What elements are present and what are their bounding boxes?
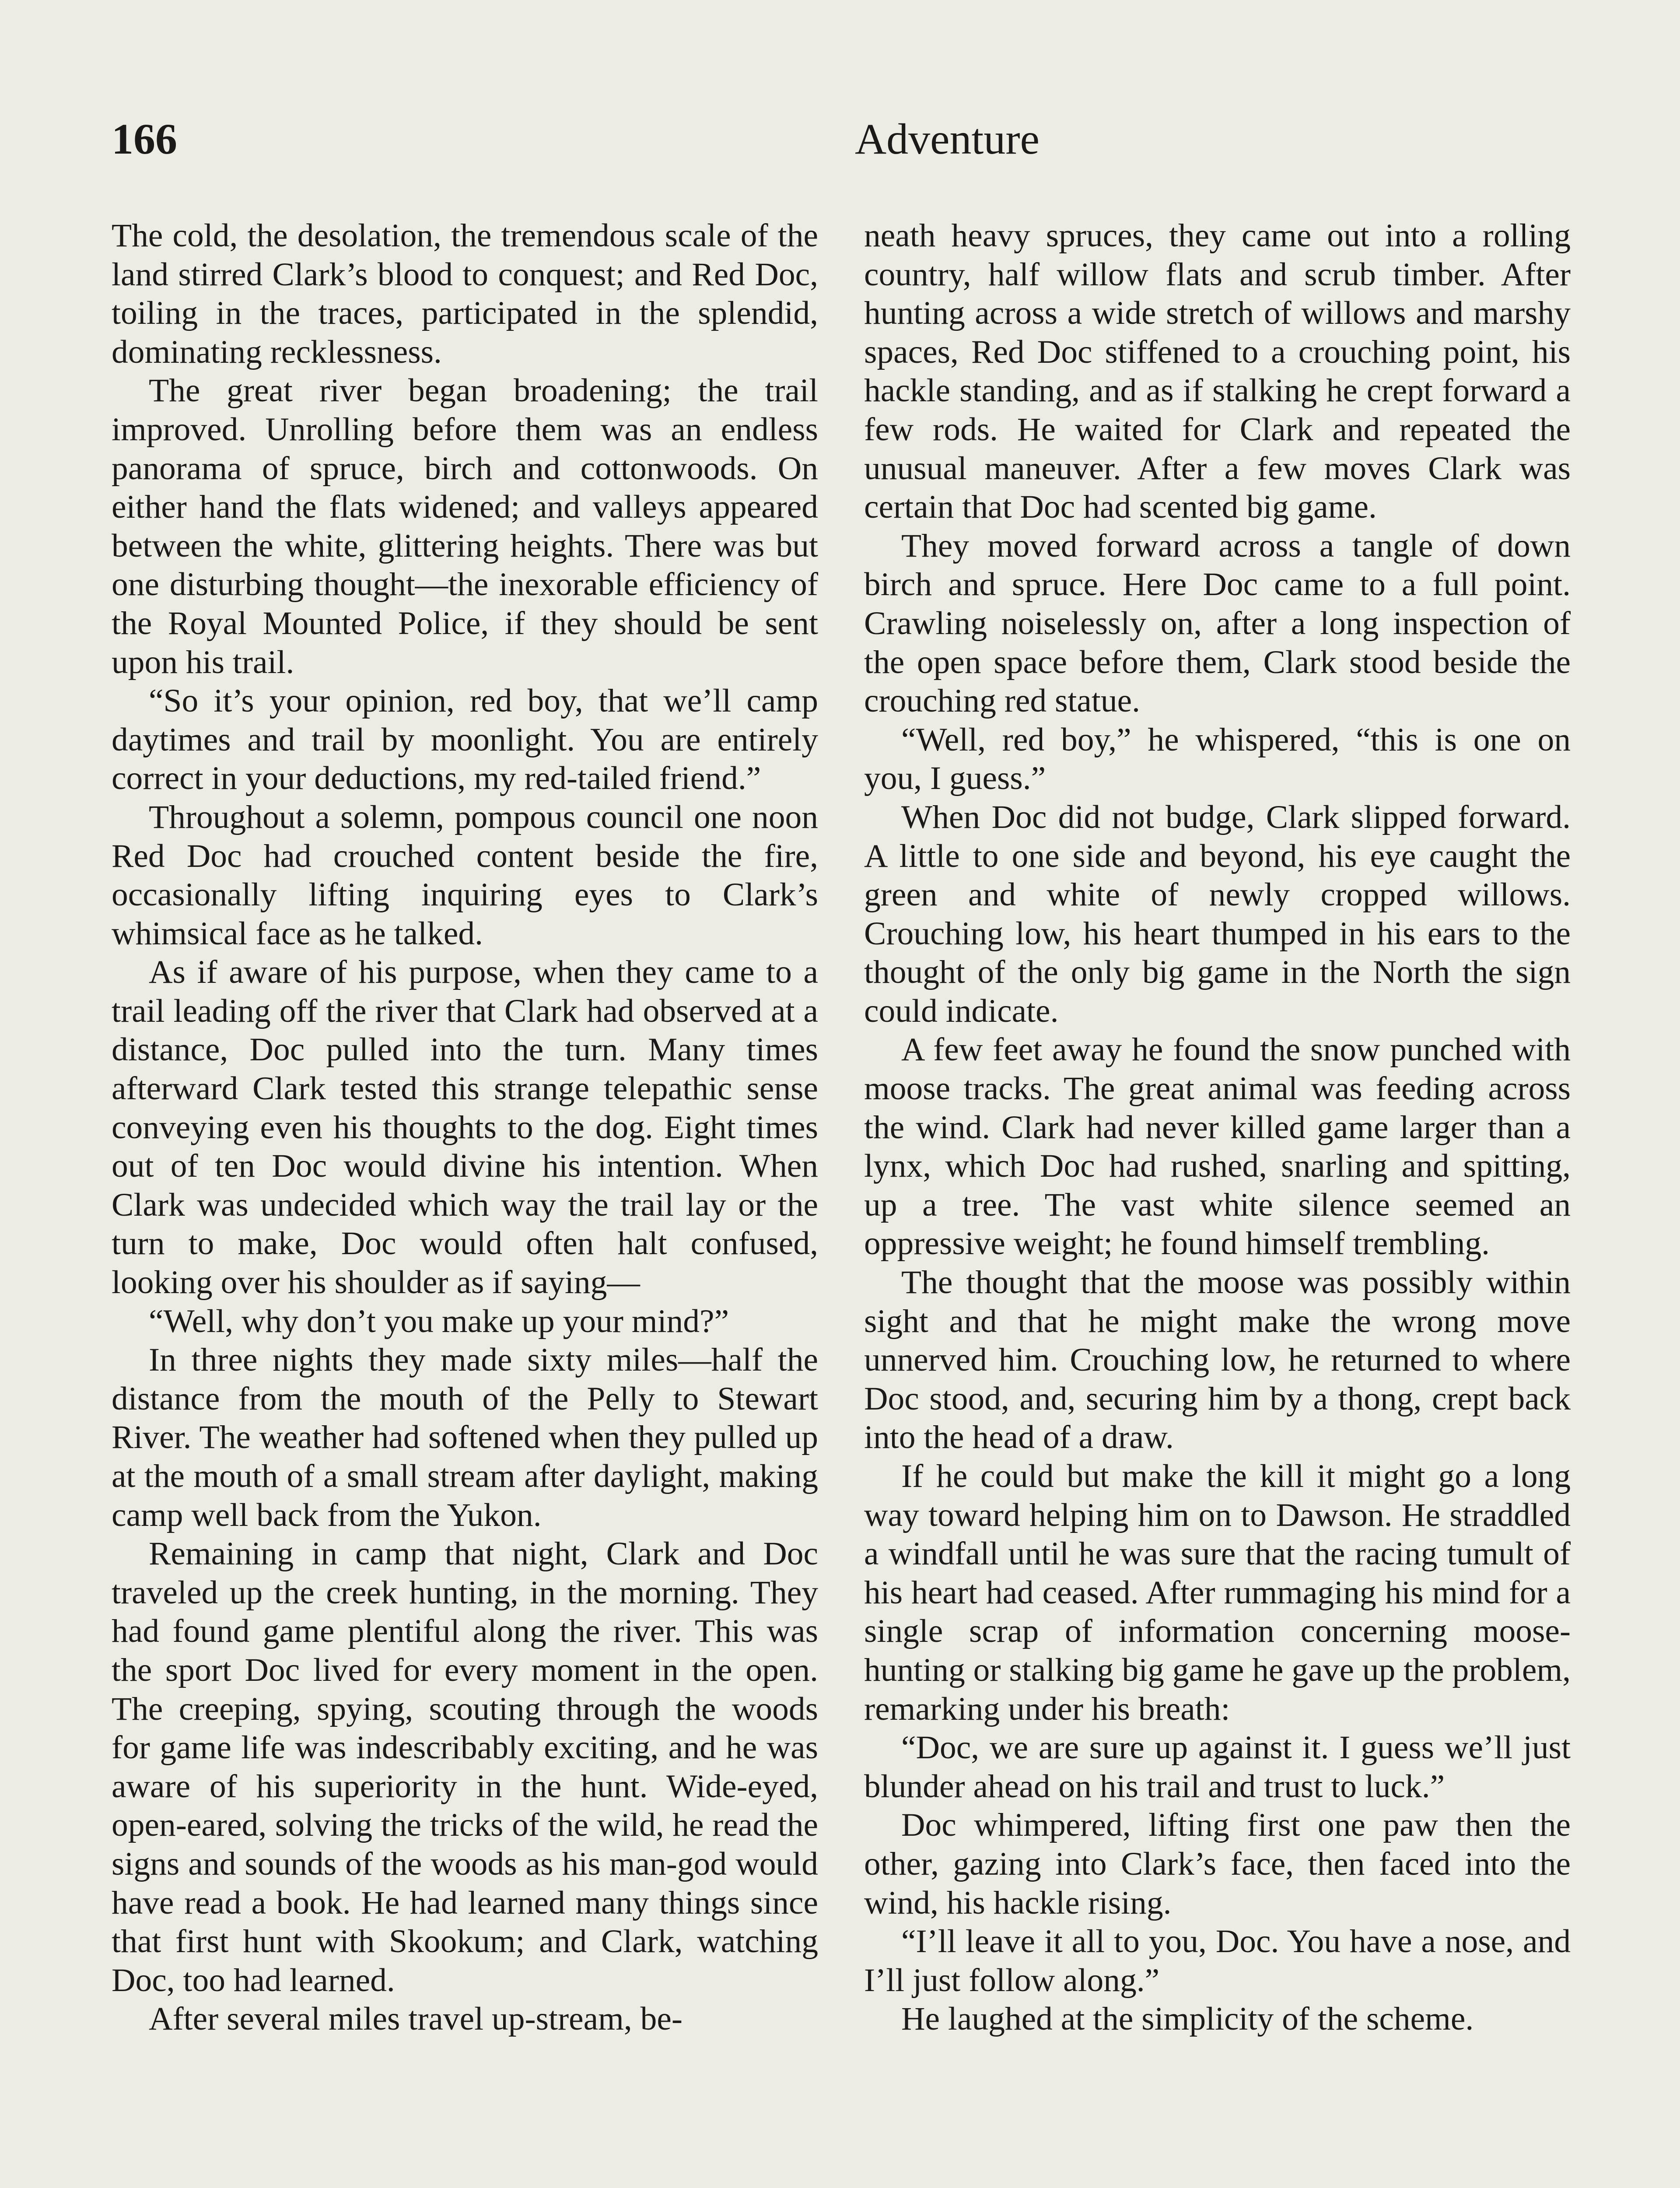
paragraph: A few feet away he found the snow punched with moose tracks. The great animal was feeding across the wind. Clark had never killed game larger than a lynx, which Doc had rushed, snarling and spitting, up a tree. The vast white silence seemed an oppressive weight; he found himself trembling. <box>864 1031 1571 1262</box>
paragraph: neath heavy spruces, they came out into a rolling country, half willow flats and scrub timber. After hunting across a wide stretch of willows and marshy spaces, Red Doc stiffened to a crouching point, his hackle standing, and as if stalking he crept forward a few rods. He waited for Clark and repeated the unusual maneuver. After a few moves Clark was certain that Doc had scented big game. <box>864 217 1571 526</box>
left-column <box>112 217 818 2039</box>
paragraph: Remaining in camp that night, Clark and Doc traveled up the creek hunting, in the morning. They had found game plentiful along the river. This was the sport Doc lived for every moment in the open. The creeping, spying, scouting through the woods for game life was indescribably exciting, and he was aware of his superiority in the hunt. Wide-eyed, open-eared, solving the tricks of the wild, he read the signs and sounds of the woods as his man-god would have read a book. He had learned many things since that first hunt with Skookum; and Clark, watching Doc, too had learned. <box>112 1536 818 1999</box>
paragraph: “Well, red boy,” he whispered, “this is one on you, I guess.” <box>864 721 1571 797</box>
paragraph: “I’ll leave it all to you, Doc. You have a nose, and I’ll just follow along.” <box>864 1923 1571 1999</box>
page-header <box>112 114 1568 179</box>
paragraph: They moved forward across a tangle of down birch and spruce. Here Doc came to a full point. Crawling noiselessly on, after a long inspection of the open space before them, Clark stood beside the crouching red statue. <box>864 527 1571 719</box>
paragraph: “Well, why don’t you make up your mind?” <box>149 1303 729 1339</box>
running-head: Adventure <box>854 115 1040 163</box>
paragraph: “So it’s your opinion, red boy, that we’ll camp daytimes and trail by moonlight. You are entirely correct in your deductions, my red-tailed friend.” <box>112 683 818 797</box>
page-number: 166 <box>112 115 177 163</box>
paragraph: When Doc did not budge, Clark slipped forward. A little to one side and beyond, his eye caught the green and white of newly cropped willows. Crouching low, his heart thumped in his ears to the thought of the only big game in the North the sign could indicate. <box>864 799 1571 1029</box>
paragraph: Throughout a solemn, pompous council one noon Red Doc had crouched content beside the fire, occasionally lifting inquiring eyes to Clark’s whimsical face as he talked. <box>112 799 818 952</box>
paragraph: “Doc, we are sure up against it. I guess we’ll just blunder ahead on his trail and trust to luck.” <box>864 1729 1571 1805</box>
paragraph: The great river began broadening; the trail improved. Unrolling before them was an endless panorama of spruce, birch and cottonwoods. On either hand the flats widened; and valleys appeared between the white, glittering heights. There was but one disturbing thought—the inexorable efficiency of the Royal Mounted Police, if they should be sent upon his trail. <box>112 372 818 680</box>
paragraph: As if aware of his purpose, when they came to a trail leading off the river that Clark had observed at a distance, Doc pulled into the turn. Many times afterward Clark tested this strange telepathic sense conveying even his thoughts to the dog. Eight times out of ten Doc would divine his intention. When Clark was undecided which way the trail lay or the turn to make, Doc would often halt confused, looking over his shoulder as if saying— <box>112 954 818 1301</box>
paragraph: He laughed at the simplicity of the scheme. <box>901 2001 1474 2037</box>
paragraph: The cold, the desolation, the tremendous scale of the land stirred Clark’s blood to conquest; and Red Doc, toiling in the traces, participated in the splendid, dominating recklessness. <box>112 217 818 370</box>
paragraph: After several miles travel up-stream, be- <box>149 2001 683 2037</box>
paragraph: Doc whimpered, lifting first one paw then the other, gazing into Clark’s face, then faced into the wind, his hackle rising. <box>864 1807 1571 1921</box>
right-column <box>864 217 1571 2039</box>
paragraph: If he could but make the kill it might go a long way toward helping him on to Dawson. He straddled a windfall until he was sure that the racing tumult of his heart had ceased. After rummaging his mind for a single scrap of information concerning moose-hunting or stalking big game he gave up the problem, remarking under his breath: <box>864 1458 1571 1727</box>
paragraph: In three nights they made sixty miles—half the distance from the mouth of the Pelly to Stewart River. The weather had softened when they pulled up at the mouth of a small stream after daylight, making camp well back from the Yukon. <box>112 1342 818 1533</box>
paragraph: The thought that the moose was possibly within sight and that he might make the wrong move unnerved him. Crouching low, he returned to where Doc stood, and, securing him by a thong, crept back into the head of a draw. <box>864 1264 1571 1456</box>
